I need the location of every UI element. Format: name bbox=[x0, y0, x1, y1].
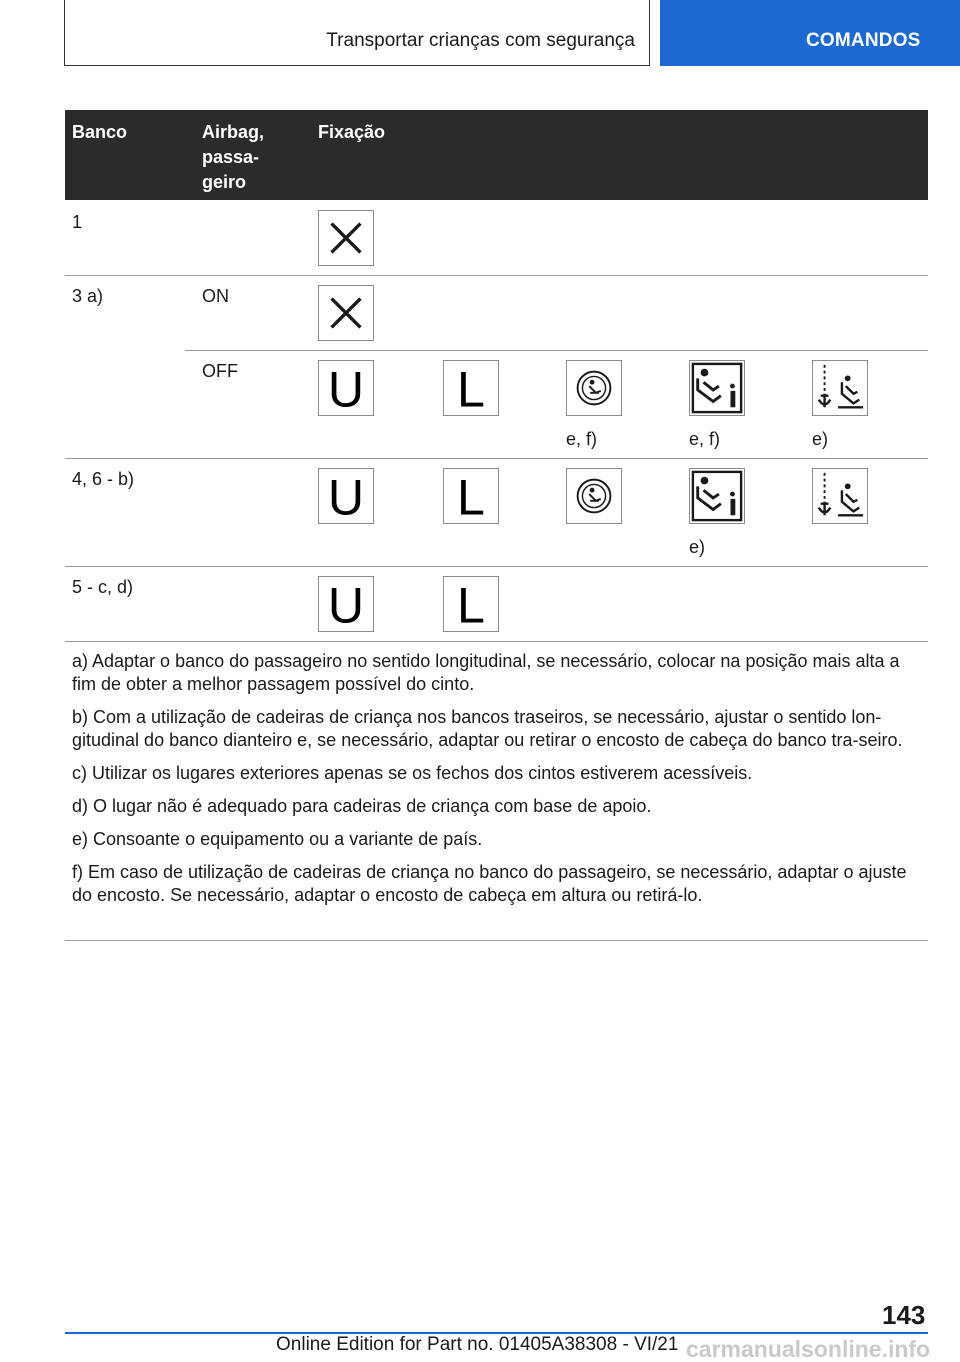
chapter-tab-label: COMANDOS bbox=[806, 30, 921, 51]
letter-u-icon bbox=[318, 576, 374, 632]
child-seat-anchor-icon bbox=[812, 360, 868, 416]
svg-text:L: L bbox=[457, 361, 485, 415]
section-title: Transportar crianças com segurança bbox=[326, 30, 635, 51]
col-fixacao: Fixação bbox=[318, 122, 386, 142]
fixation-note: e) bbox=[812, 429, 829, 449]
seat-cell: 5 - c, d) bbox=[72, 577, 134, 597]
footnote: b) Com a utilização de cadeiras de criança nos bancos traseiros, se necessário, ajustar o sentido lon-gitudinal do banco dianteiro e, se necessário, adaptar ou retirar o encosto de cabeça do banco tra-seiro. bbox=[72, 707, 903, 750]
child-seat-round-icon bbox=[566, 360, 622, 416]
col-banco: Banco bbox=[72, 122, 128, 142]
table-row bbox=[65, 351, 928, 459]
section-header bbox=[64, 0, 650, 66]
col-airbag-line1: Airbag, bbox=[202, 122, 265, 142]
col-airbag bbox=[202, 120, 264, 195]
cross-icon bbox=[318, 210, 374, 266]
child-seat-round-icon bbox=[566, 468, 622, 524]
watermark: carmanualsonline.info bbox=[686, 1336, 931, 1362]
page-number: 143 bbox=[882, 1300, 926, 1330]
svg-text:L: L bbox=[457, 577, 485, 631]
footnote: d) O lugar não é adequado para cadeiras de criança com base de apoio. bbox=[72, 796, 652, 816]
fixation-note: e, f) bbox=[566, 429, 598, 449]
chapter-tab[interactable] bbox=[660, 0, 960, 66]
fixation-note: e, f) bbox=[689, 429, 721, 449]
letter-u-icon bbox=[318, 468, 374, 524]
airbag-cell: ON bbox=[202, 286, 229, 306]
seat-cell: 3 a) bbox=[72, 286, 104, 306]
child-seat-isize-icon bbox=[689, 360, 745, 416]
seat-cell: 4, 6 - b) bbox=[72, 469, 135, 489]
child-seat-isize-icon bbox=[689, 468, 745, 524]
footnotes bbox=[72, 650, 922, 917]
edition-text: Online Edition for Part no. 01405A38308 - VI/21 bbox=[276, 1334, 679, 1355]
letter-u-icon bbox=[318, 360, 374, 416]
svg-text:L: L bbox=[457, 469, 485, 523]
table-row bbox=[65, 200, 928, 276]
airbag-cell: OFF bbox=[202, 361, 238, 381]
col-airbag-line3: geiro bbox=[202, 172, 247, 192]
footnote: c) Utilizar os lugares exteriores apenas se os fechos dos cintos estiverem acessíveis. bbox=[72, 763, 753, 783]
footnote: e) Consoante o equipamento ou a variante de país. bbox=[72, 829, 483, 849]
table-row bbox=[65, 276, 928, 351]
table-header bbox=[65, 110, 928, 200]
table-row bbox=[65, 567, 928, 642]
footnotes-divider bbox=[65, 940, 928, 941]
letter-l-icon bbox=[443, 576, 499, 632]
table-row bbox=[65, 459, 928, 567]
letter-l-icon bbox=[443, 468, 499, 524]
cross-icon bbox=[318, 285, 374, 341]
footnote: a) Adaptar o banco do passageiro no sentido longitudinal, se necessário, colocar na posição mais alta a fim de obter a melhor passagem possível do cinto. bbox=[72, 651, 900, 694]
fixation-note: e) bbox=[689, 537, 706, 557]
child-seat-table bbox=[65, 110, 928, 642]
footnote: f) Em caso de utilização de cadeiras de criança no banco do passageiro, se necessário, adaptar o ajuste do encosto. Se necessário, adaptar o encosto de cabeça em altura ou retirá-lo. bbox=[72, 862, 907, 905]
svg-text:U: U bbox=[327, 469, 365, 523]
col-airbag-line2: passa- bbox=[202, 147, 260, 167]
svg-text:U: U bbox=[327, 577, 365, 631]
seat-cell: 1 bbox=[72, 212, 83, 232]
child-seat-anchor-icon bbox=[812, 468, 868, 524]
letter-l-icon bbox=[443, 360, 499, 416]
svg-text:U: U bbox=[327, 361, 365, 415]
